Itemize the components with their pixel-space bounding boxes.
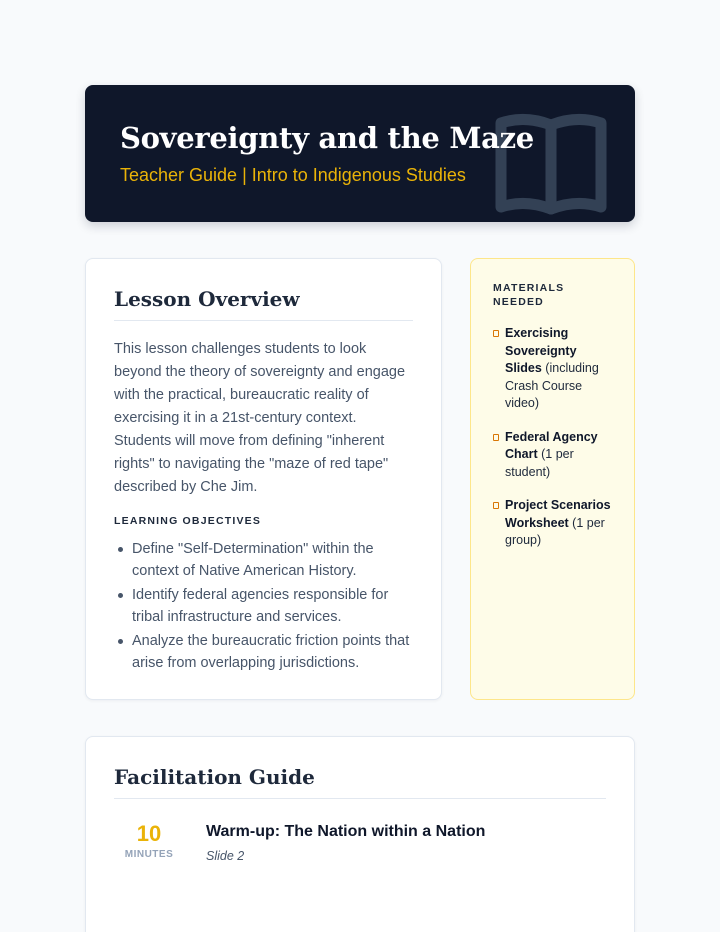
- material-name: Exercising Sovereignty Slides: [505, 326, 577, 375]
- step-title: Warm-up: The Nation within a Nation: [206, 823, 486, 840]
- material-name: Federal Agency Chart: [505, 429, 598, 461]
- page-title: Sovereignty and the Maze: [120, 121, 534, 155]
- objective-item: Analyze the bureaucratic friction points that arise from overlapping jurisdictions.: [114, 630, 413, 674]
- learning-objectives-label: LEARNING OBJECTIVES: [114, 515, 262, 527]
- material-detail: (1 per student): [505, 447, 574, 479]
- lesson-overview-card: [85, 258, 442, 700]
- materials-list: [493, 325, 616, 550]
- step-slide-ref: Slide 2: [206, 849, 245, 863]
- lesson-overview-title: Lesson Overview: [114, 287, 413, 321]
- material-item: [493, 325, 616, 413]
- material-name: Project Scenarios Worksheet: [505, 498, 611, 530]
- material-item: [493, 497, 616, 550]
- step-duration: 10: [136, 821, 162, 846]
- material-detail: (including Crash Course video): [505, 361, 599, 410]
- learning-objectives-list: [114, 538, 413, 674]
- page-subtitle: Teacher Guide | Intro to Indigenous Studies: [120, 165, 466, 185]
- objective-item: Identify federal agencies responsible for tribal infrastructure and services.: [114, 584, 413, 628]
- worksheet-icon: [493, 502, 499, 509]
- material-item: [493, 429, 616, 482]
- header-banner: [85, 85, 635, 222]
- facilitation-guide-title: Facilitation Guide: [114, 765, 606, 799]
- file-icon: [493, 330, 499, 337]
- facilitation-guide-card: [85, 736, 635, 932]
- objective-item: Define "Self-Determination" within the context of Native American History.: [114, 538, 413, 582]
- lesson-overview-text: This lesson challenges students to look beyond the theory of sovereignty and engage with the practical, bureaucratic reality of exercising it in a 21st-century context. Students will move from defining "inherent rights" to navigating the "maze of red tape" described by Che Jim.: [114, 341, 406, 495]
- facilitation-step: [114, 821, 606, 891]
- material-detail: (1 per group): [505, 515, 605, 547]
- materials-label: MATERIALS NEEDED: [493, 282, 565, 308]
- materials-panel: [470, 258, 635, 700]
- chart-icon: [493, 434, 499, 441]
- step-duration-unit: MINUTES: [124, 849, 174, 860]
